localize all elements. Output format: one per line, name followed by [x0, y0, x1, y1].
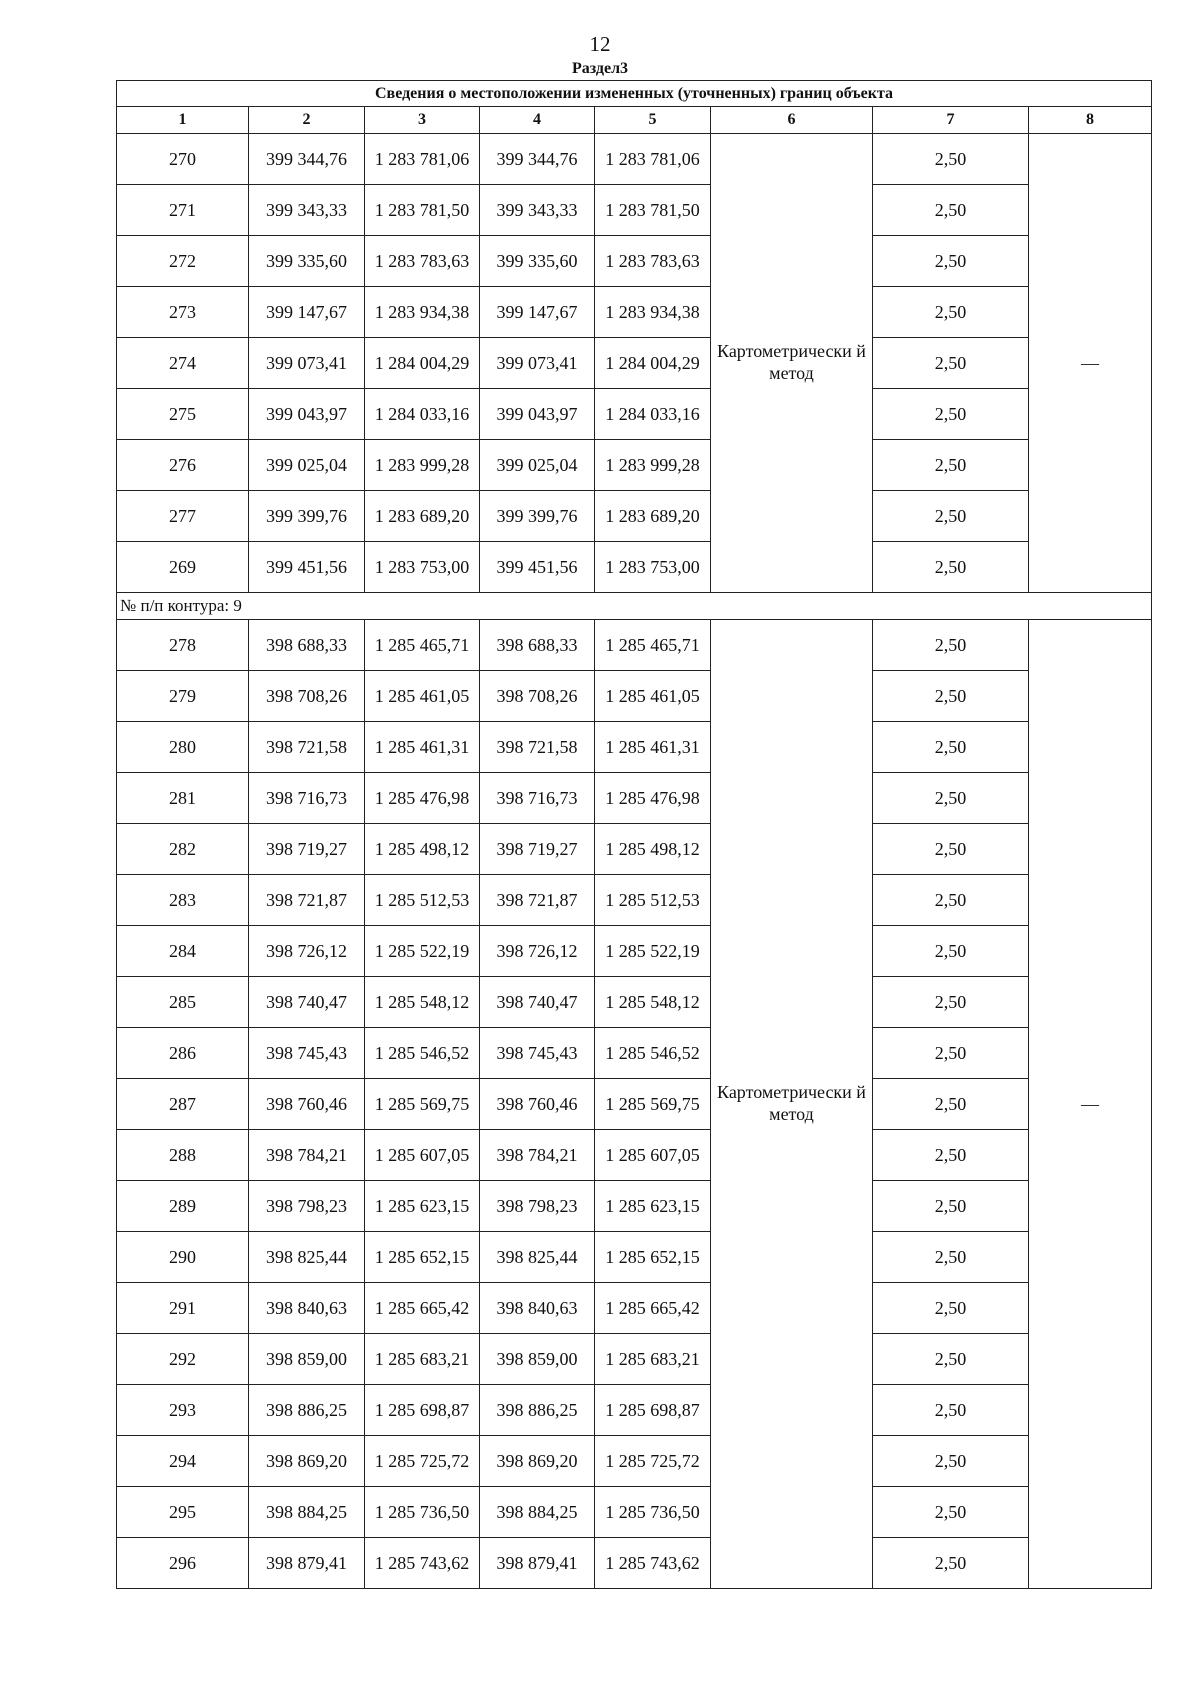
table-row [117, 1181, 1152, 1232]
cell-y2: 1 285 548,12 [595, 977, 711, 1028]
cell-accuracy: 2,50 [873, 1079, 1029, 1130]
cell-y2: 1 285 736,50 [595, 1487, 711, 1538]
column-number: 5 [595, 107, 711, 134]
cell-n: 279 [117, 671, 249, 722]
cell-x1: 398 825,44 [249, 1232, 365, 1283]
cell-accuracy: 2,50 [873, 1538, 1029, 1589]
cell-x2: 398 886,25 [480, 1385, 595, 1436]
cell-accuracy: 2,50 [873, 926, 1029, 977]
table-row [117, 1385, 1152, 1436]
cell-x1: 398 708,26 [249, 671, 365, 722]
column8-dash-cell: — [1029, 620, 1152, 1589]
cell-x2: 398 740,47 [480, 977, 595, 1028]
table-caption: Сведения о местоположении измененных (уточненных) границ объекта [117, 81, 1152, 107]
cell-x2: 399 043,97 [480, 389, 595, 440]
method-cell: Картометрически й метод [711, 134, 873, 593]
table-row [117, 236, 1152, 287]
cell-x1: 398 784,21 [249, 1130, 365, 1181]
cell-y1: 1 285 623,15 [365, 1181, 480, 1232]
cell-x1: 399 451,56 [249, 542, 365, 593]
table-row [117, 1028, 1152, 1079]
section-title: Раздел3 [571, 60, 629, 77]
cell-n: 278 [117, 620, 249, 671]
cell-accuracy: 2,50 [873, 185, 1029, 236]
cell-x1: 399 043,97 [249, 389, 365, 440]
cell-accuracy: 2,50 [873, 1385, 1029, 1436]
cell-n: 291 [117, 1283, 249, 1334]
cell-y2: 1 285 623,15 [595, 1181, 711, 1232]
cell-accuracy: 2,50 [873, 671, 1029, 722]
cell-n: 270 [117, 134, 249, 185]
cell-y1: 1 283 783,63 [365, 236, 480, 287]
cell-y2: 1 284 033,16 [595, 389, 711, 440]
cell-n: 293 [117, 1385, 249, 1436]
cell-x2: 398 879,41 [480, 1538, 595, 1589]
cell-n: 285 [117, 977, 249, 1028]
table-row [117, 1232, 1152, 1283]
cell-y1: 1 285 465,71 [365, 620, 480, 671]
cell-y2: 1 285 725,72 [595, 1436, 711, 1487]
cell-y2: 1 284 004,29 [595, 338, 711, 389]
cell-n: 295 [117, 1487, 249, 1538]
contour-label: № п/п контура: 9 [117, 593, 1152, 620]
cell-y1: 1 285 461,05 [365, 671, 480, 722]
cell-accuracy: 2,50 [873, 620, 1029, 671]
cell-y1: 1 285 665,42 [365, 1283, 480, 1334]
cell-x2: 399 073,41 [480, 338, 595, 389]
cell-y1: 1 285 476,98 [365, 773, 480, 824]
cell-x1: 398 716,73 [249, 773, 365, 824]
cell-y1: 1 283 689,20 [365, 491, 480, 542]
cell-accuracy: 2,50 [873, 338, 1029, 389]
cell-y2: 1 283 753,00 [595, 542, 711, 593]
cell-accuracy: 2,50 [873, 1181, 1029, 1232]
column-number: 4 [480, 107, 595, 134]
cell-y2: 1 283 781,06 [595, 134, 711, 185]
table-row [117, 620, 1152, 671]
cell-n: 275 [117, 389, 249, 440]
table-row [117, 287, 1152, 338]
cell-x2: 398 688,33 [480, 620, 595, 671]
cell-y1: 1 285 498,12 [365, 824, 480, 875]
cell-x2: 398 760,46 [480, 1079, 595, 1130]
cell-x1: 399 073,41 [249, 338, 365, 389]
table-row [117, 338, 1152, 389]
cell-y2: 1 285 512,53 [595, 875, 711, 926]
cell-y1: 1 284 004,29 [365, 338, 480, 389]
cell-accuracy: 2,50 [873, 1130, 1029, 1181]
table-row [117, 1487, 1152, 1538]
cell-x2: 398 859,00 [480, 1334, 595, 1385]
table-row [117, 977, 1152, 1028]
cell-x1: 398 719,27 [249, 824, 365, 875]
cell-y2: 1 285 476,98 [595, 773, 711, 824]
cell-x2: 399 344,76 [480, 134, 595, 185]
column-number: 3 [365, 107, 480, 134]
cell-y1: 1 285 461,31 [365, 722, 480, 773]
cell-y2: 1 283 934,38 [595, 287, 711, 338]
cell-n: 269 [117, 542, 249, 593]
table-row [117, 722, 1152, 773]
cell-x2: 398 726,12 [480, 926, 595, 977]
column8-dash-cell: — [1029, 134, 1152, 593]
cell-x2: 398 798,23 [480, 1181, 595, 1232]
cell-x2: 398 884,25 [480, 1487, 595, 1538]
cell-accuracy: 2,50 [873, 875, 1029, 926]
cell-y2: 1 283 689,20 [595, 491, 711, 542]
cell-y2: 1 285 698,87 [595, 1385, 711, 1436]
table-row [117, 1436, 1152, 1487]
cell-n: 280 [117, 722, 249, 773]
column-number: 8 [1029, 107, 1152, 134]
cell-n: 277 [117, 491, 249, 542]
cell-x2: 398 825,44 [480, 1232, 595, 1283]
coordinates-table [116, 80, 1152, 1589]
cell-y1: 1 285 698,87 [365, 1385, 480, 1436]
cell-y2: 1 285 607,05 [595, 1130, 711, 1181]
cell-accuracy: 2,50 [873, 491, 1029, 542]
cell-accuracy: 2,50 [873, 236, 1029, 287]
table-row [117, 134, 1152, 185]
table-row [117, 542, 1152, 593]
cell-y2: 1 285 546,52 [595, 1028, 711, 1079]
cell-y1: 1 283 781,06 [365, 134, 480, 185]
cell-n: 272 [117, 236, 249, 287]
table-caption-row [117, 81, 1152, 107]
table-row [117, 389, 1152, 440]
cell-y2: 1 285 683,21 [595, 1334, 711, 1385]
cell-x2: 398 721,87 [480, 875, 595, 926]
cell-x2: 398 721,58 [480, 722, 595, 773]
contour-label-row [117, 593, 1152, 620]
cell-y2: 1 283 781,50 [595, 185, 711, 236]
table-row [117, 926, 1152, 977]
cell-x1: 398 884,25 [249, 1487, 365, 1538]
cell-y1: 1 285 548,12 [365, 977, 480, 1028]
cell-x1: 398 721,87 [249, 875, 365, 926]
table-row [117, 824, 1152, 875]
cell-n: 290 [117, 1232, 249, 1283]
cell-n: 292 [117, 1334, 249, 1385]
cell-accuracy: 2,50 [873, 440, 1029, 491]
table-row [117, 1334, 1152, 1385]
cell-y1: 1 285 569,75 [365, 1079, 480, 1130]
cell-x1: 398 688,33 [249, 620, 365, 671]
table-row [117, 1283, 1152, 1334]
cell-x2: 399 147,67 [480, 287, 595, 338]
cell-n: 289 [117, 1181, 249, 1232]
cell-n: 282 [117, 824, 249, 875]
cell-y2: 1 285 569,75 [595, 1079, 711, 1130]
cell-y1: 1 285 652,15 [365, 1232, 480, 1283]
cell-y2: 1 285 461,05 [595, 671, 711, 722]
cell-accuracy: 2,50 [873, 824, 1029, 875]
cell-accuracy: 2,50 [873, 134, 1029, 185]
cell-n: 284 [117, 926, 249, 977]
cell-y2: 1 283 999,28 [595, 440, 711, 491]
cell-accuracy: 2,50 [873, 1334, 1029, 1385]
cell-n: 271 [117, 185, 249, 236]
cell-accuracy: 2,50 [873, 977, 1029, 1028]
cell-x1: 399 344,76 [249, 134, 365, 185]
cell-accuracy: 2,50 [873, 287, 1029, 338]
cell-x2: 399 025,04 [480, 440, 595, 491]
cell-y1: 1 283 999,28 [365, 440, 480, 491]
column-number-row [117, 107, 1152, 134]
cell-x1: 398 721,58 [249, 722, 365, 773]
cell-y2: 1 283 783,63 [595, 236, 711, 287]
cell-y1: 1 283 934,38 [365, 287, 480, 338]
cell-x2: 398 708,26 [480, 671, 595, 722]
cell-y2: 1 285 652,15 [595, 1232, 711, 1283]
table-row [117, 1130, 1152, 1181]
cell-x2: 398 869,20 [480, 1436, 595, 1487]
cell-y1: 1 285 512,53 [365, 875, 480, 926]
cell-n: 276 [117, 440, 249, 491]
cell-x2: 398 716,73 [480, 773, 595, 824]
cell-accuracy: 2,50 [873, 1028, 1029, 1079]
cell-y2: 1 285 461,31 [595, 722, 711, 773]
cell-x1: 399 147,67 [249, 287, 365, 338]
cell-y2: 1 285 743,62 [595, 1538, 711, 1589]
cell-x1: 398 869,20 [249, 1436, 365, 1487]
cell-accuracy: 2,50 [873, 1436, 1029, 1487]
cell-n: 286 [117, 1028, 249, 1079]
cell-x2: 399 343,33 [480, 185, 595, 236]
cell-n: 287 [117, 1079, 249, 1130]
table-row [117, 773, 1152, 824]
table-body [117, 81, 1152, 1589]
cell-x1: 398 840,63 [249, 1283, 365, 1334]
table-row [117, 1079, 1152, 1130]
cell-y1: 1 285 725,72 [365, 1436, 480, 1487]
cell-y2: 1 285 522,19 [595, 926, 711, 977]
cell-accuracy: 2,50 [873, 773, 1029, 824]
cell-x2: 398 719,27 [480, 824, 595, 875]
cell-accuracy: 2,50 [873, 722, 1029, 773]
cell-accuracy: 2,50 [873, 542, 1029, 593]
cell-accuracy: 2,50 [873, 1283, 1029, 1334]
cell-x2: 398 784,21 [480, 1130, 595, 1181]
cell-n: 281 [117, 773, 249, 824]
table-row [117, 440, 1152, 491]
cell-n: 288 [117, 1130, 249, 1181]
cell-x1: 398 886,25 [249, 1385, 365, 1436]
cell-y1: 1 283 753,00 [365, 542, 480, 593]
cell-n: 296 [117, 1538, 249, 1589]
cell-x2: 398 840,63 [480, 1283, 595, 1334]
table-row [117, 185, 1152, 236]
cell-x1: 398 798,23 [249, 1181, 365, 1232]
column-number: 2 [249, 107, 365, 134]
cell-x1: 398 859,00 [249, 1334, 365, 1385]
column-number: 1 [117, 107, 249, 134]
page-number: 12 [589, 32, 611, 56]
cell-x2: 399 399,76 [480, 491, 595, 542]
cell-x2: 399 335,60 [480, 236, 595, 287]
cell-n: 283 [117, 875, 249, 926]
cell-x1: 399 025,04 [249, 440, 365, 491]
cell-x2: 399 451,56 [480, 542, 595, 593]
cell-x2: 398 745,43 [480, 1028, 595, 1079]
cell-x1: 398 879,41 [249, 1538, 365, 1589]
cell-y1: 1 285 683,21 [365, 1334, 480, 1385]
cell-y2: 1 285 665,42 [595, 1283, 711, 1334]
cell-x1: 399 399,76 [249, 491, 365, 542]
cell-x1: 398 740,47 [249, 977, 365, 1028]
cell-y2: 1 285 498,12 [595, 824, 711, 875]
cell-x1: 399 335,60 [249, 236, 365, 287]
column-number: 6 [711, 107, 873, 134]
table-row [117, 491, 1152, 542]
cell-accuracy: 2,50 [873, 389, 1029, 440]
cell-x1: 399 343,33 [249, 185, 365, 236]
cell-y1: 1 285 546,52 [365, 1028, 480, 1079]
table-row [117, 1538, 1152, 1589]
cell-x1: 398 760,46 [249, 1079, 365, 1130]
cell-y1: 1 283 781,50 [365, 185, 480, 236]
cell-n: 273 [117, 287, 249, 338]
cell-x1: 398 745,43 [249, 1028, 365, 1079]
cell-y1: 1 285 736,50 [365, 1487, 480, 1538]
cell-y1: 1 285 743,62 [365, 1538, 480, 1589]
cell-x1: 398 726,12 [249, 926, 365, 977]
cell-y2: 1 285 465,71 [595, 620, 711, 671]
cell-y1: 1 284 033,16 [365, 389, 480, 440]
cell-accuracy: 2,50 [873, 1487, 1029, 1538]
cell-n: 294 [117, 1436, 249, 1487]
method-cell: Картометрически й метод [711, 620, 873, 1589]
cell-n: 274 [117, 338, 249, 389]
cell-accuracy: 2,50 [873, 1232, 1029, 1283]
cell-y1: 1 285 522,19 [365, 926, 480, 977]
table-row [117, 875, 1152, 926]
table-row [117, 671, 1152, 722]
cell-y1: 1 285 607,05 [365, 1130, 480, 1181]
column-number: 7 [873, 107, 1029, 134]
